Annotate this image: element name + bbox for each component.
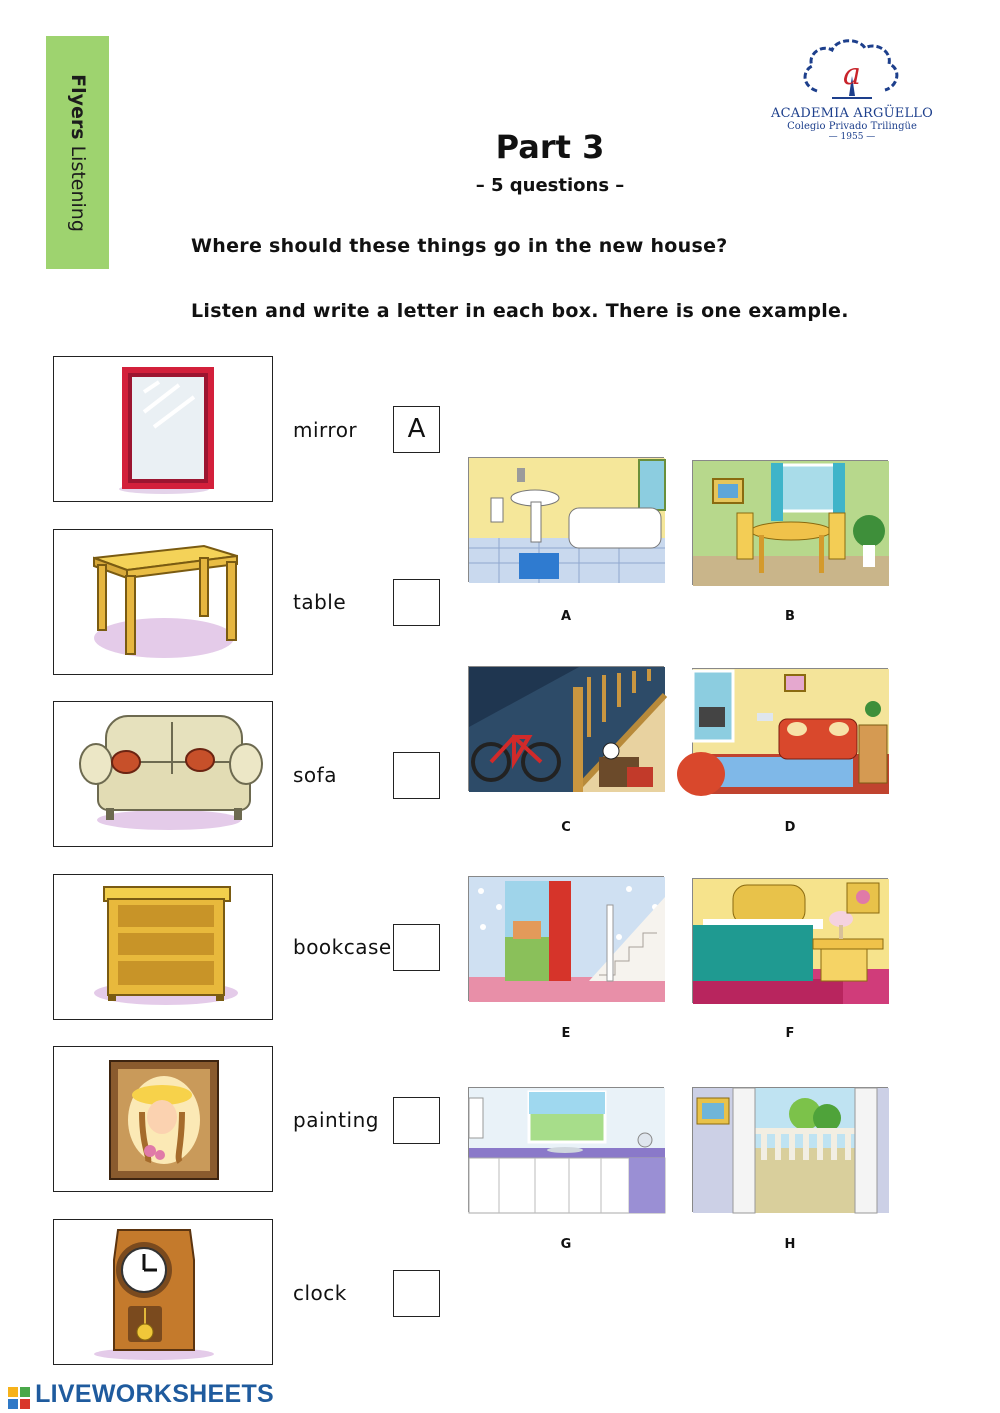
side-tab-bold: Flyers: [66, 73, 89, 140]
clock-icon: [54, 1220, 271, 1363]
room-label: B: [785, 609, 795, 624]
room-picture-bedroom: [692, 878, 888, 1003]
answer-box[interactable]: [393, 924, 440, 971]
room-picture-under-stairs: [468, 666, 664, 791]
living-room-scene-icon: [693, 669, 889, 794]
room-picture-bathroom: [468, 457, 664, 582]
dining-room-scene-icon: [693, 461, 889, 586]
side-tab-rest: Listening: [66, 145, 89, 232]
under-stairs-scene-icon: [469, 667, 665, 792]
item-word: mirror: [293, 418, 358, 442]
answer-box[interactable]: [393, 752, 440, 799]
room-label: G: [560, 1237, 572, 1252]
answer-box[interactable]: [393, 1097, 440, 1144]
liveworksheets-text: LIVEWORKSHEETS: [35, 1380, 275, 1408]
item-word: bookcase: [293, 935, 392, 959]
room-label: F: [785, 1026, 795, 1041]
tree-crest-icon: [797, 36, 907, 108]
room-label: H: [784, 1237, 796, 1252]
room-picture-kitchen: [468, 1087, 664, 1212]
painting-icon: [54, 1047, 271, 1190]
room-picture-balcony: [692, 1087, 888, 1212]
logo-year: — 1955 —: [828, 132, 876, 142]
side-tab-text: [67, 74, 89, 232]
bookcase-icon: [54, 875, 271, 1018]
room-label: C: [561, 820, 571, 835]
page-subtitle: – 5 questions –: [475, 175, 625, 196]
room-picture-living: [692, 668, 888, 793]
bathroom-scene-icon: [469, 458, 665, 583]
bedroom-scene-icon: [693, 879, 889, 1004]
logo-name: ACADEMIA ARGÜELLO: [771, 106, 933, 121]
item-word: sofa: [293, 763, 337, 787]
mirror-icon: [54, 357, 271, 500]
room-label: D: [784, 820, 796, 835]
sofa-icon: [54, 702, 271, 845]
logo-subtitle: Colegio Privado Trilingüe: [787, 121, 917, 132]
item-word: clock: [293, 1281, 347, 1305]
liveworksheets-brand[interactable]: [8, 1380, 274, 1410]
hall-scene-icon: [469, 877, 665, 1002]
room-picture-dining: [692, 460, 888, 585]
liveworksheets-logo-icon: [8, 1387, 30, 1409]
school-logo: [762, 36, 942, 156]
svg-text:a: a: [843, 57, 861, 92]
page-title: Part 3: [495, 128, 605, 166]
room-picture-hall: [468, 876, 664, 1001]
item-word: painting: [293, 1108, 379, 1132]
room-label: A: [560, 609, 572, 624]
item-card-mirror: [53, 356, 273, 502]
table-icon: [54, 530, 271, 673]
answer-box[interactable]: A: [393, 406, 440, 453]
task-instruction: Listen and write a letter in each box. There is one example.: [191, 300, 849, 322]
room-label: E: [561, 1026, 571, 1041]
answer-box[interactable]: [393, 1270, 440, 1317]
item-card-painting: [53, 1046, 273, 1192]
item-card-bookcase: [53, 874, 273, 1020]
item-card-table: [53, 529, 273, 675]
answer-box[interactable]: [393, 579, 440, 626]
question-instruction: Where should these things go in the new house?: [191, 235, 728, 257]
side-tab: [46, 36, 109, 269]
balcony-scene-icon: [693, 1088, 889, 1213]
item-card-clock: [53, 1219, 273, 1365]
kitchen-scene-icon: [469, 1088, 665, 1213]
item-card-sofa: [53, 701, 273, 847]
item-word: table: [293, 590, 347, 614]
